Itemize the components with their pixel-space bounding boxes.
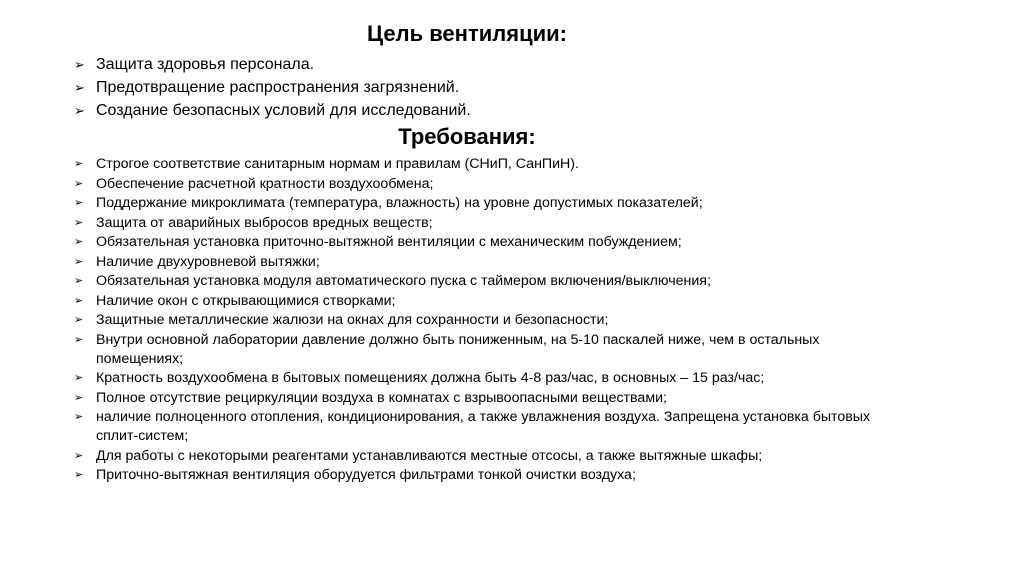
arrow-bullet-icon: ➢ xyxy=(74,449,84,462)
arrow-bullet-icon: ➢ xyxy=(74,411,84,423)
requirement-text: Кратность воздухообмена в бытовых помещениях должна быть 4-8 раз/час, в основных – 15 раз/час; xyxy=(96,370,765,386)
requirement-item xyxy=(74,272,904,291)
requirement-item xyxy=(74,331,904,369)
goal-text: Создание безопасных условий для исследований. xyxy=(96,102,471,119)
arrow-bullet-icon: ➢ xyxy=(74,103,85,118)
requirement-text: Защита от аварийных выбросов вредных веществ; xyxy=(96,214,433,231)
goal-item xyxy=(74,76,934,99)
requirement-text: Полное отсутствие рециркуляции воздуха в комнатах с взрывоопасными веществами; xyxy=(96,389,667,406)
requirement-item xyxy=(74,466,904,485)
requirements-list xyxy=(74,155,904,486)
requirement-text: наличие полноценного отопления, кондиционирования, а также увлажнения воздуха. Запрещена установка бытовых сплит-систем; xyxy=(96,409,871,444)
requirement-text: Обязательная установка приточно-вытяжной вентиляции с механическим побуждением; xyxy=(96,234,682,250)
arrow-bullet-icon: ➢ xyxy=(74,372,84,384)
arrow-bullet-icon: ➢ xyxy=(74,275,84,287)
arrow-bullet-icon: ➢ xyxy=(74,469,84,481)
requirement-text: Обеспечение расчетной кратности воздухообмена; xyxy=(96,175,434,192)
arrow-bullet-icon: ➢ xyxy=(74,391,84,404)
requirement-item xyxy=(74,214,904,233)
requirements-heading: Требования: xyxy=(398,124,536,149)
arrow-bullet-icon: ➢ xyxy=(74,216,84,229)
goals-list xyxy=(74,53,934,122)
requirement-text: Поддержание микроклимата (температура, влажность) на уровне допустимых показателей; xyxy=(96,195,703,211)
requirement-text: Строгое соответствие санитарным нормам и правилам (СНиП, СанПиН). xyxy=(96,156,579,172)
goal-text: Предотвращение распространения загрязнений. xyxy=(96,79,460,96)
arrow-bullet-icon: ➢ xyxy=(74,177,84,190)
requirement-item xyxy=(74,175,904,194)
requirement-item xyxy=(74,408,904,446)
requirement-item xyxy=(74,369,904,388)
requirement-item xyxy=(74,155,904,174)
requirement-item xyxy=(74,253,904,272)
requirement-text: Защитные металлические жалюзи на окнах для сохранности и безопасности; xyxy=(96,312,609,328)
slide-title: Цель вентиляции: xyxy=(367,21,567,46)
goal-item xyxy=(74,53,934,76)
arrow-bullet-icon: ➢ xyxy=(74,57,85,72)
arrow-bullet-icon: ➢ xyxy=(74,158,84,170)
arrow-bullet-icon: ➢ xyxy=(74,294,84,307)
requirement-item xyxy=(74,194,904,213)
goal-text: Защита здоровья персонала. xyxy=(96,56,315,73)
goal-item xyxy=(74,99,934,122)
arrow-bullet-icon: ➢ xyxy=(74,333,84,346)
requirement-item xyxy=(74,233,904,252)
requirement-item xyxy=(74,447,904,466)
arrow-bullet-icon: ➢ xyxy=(74,255,84,268)
arrow-bullet-icon: ➢ xyxy=(74,80,85,95)
arrow-bullet-icon: ➢ xyxy=(74,314,84,326)
requirement-text: Приточно-вытяжная вентиляция оборудуется фильтрами тонкой очистки воздуха; xyxy=(96,467,636,483)
requirement-text: Наличие окон с открывающимися створками; xyxy=(96,292,396,309)
arrow-bullet-icon: ➢ xyxy=(74,197,84,209)
requirement-item xyxy=(74,292,904,311)
requirement-item xyxy=(74,311,904,330)
requirement-text: Внутри основной лаборатории давление должно быть пониженным, на 5-10 паскалей ниже, чем в остальных помещениях; xyxy=(96,331,820,367)
requirement-text: Наличие двухуровневой вытяжки; xyxy=(96,253,320,270)
requirement-item xyxy=(74,389,904,408)
requirement-text: Обязательная установка модуля автоматического пуска с таймером включения/выключения; xyxy=(96,273,711,289)
arrow-bullet-icon: ➢ xyxy=(74,236,84,248)
requirement-text: Для работы с некоторыми реагентами устанавливаются местные отсосы, а также вытяжные шкафы; xyxy=(96,447,763,464)
